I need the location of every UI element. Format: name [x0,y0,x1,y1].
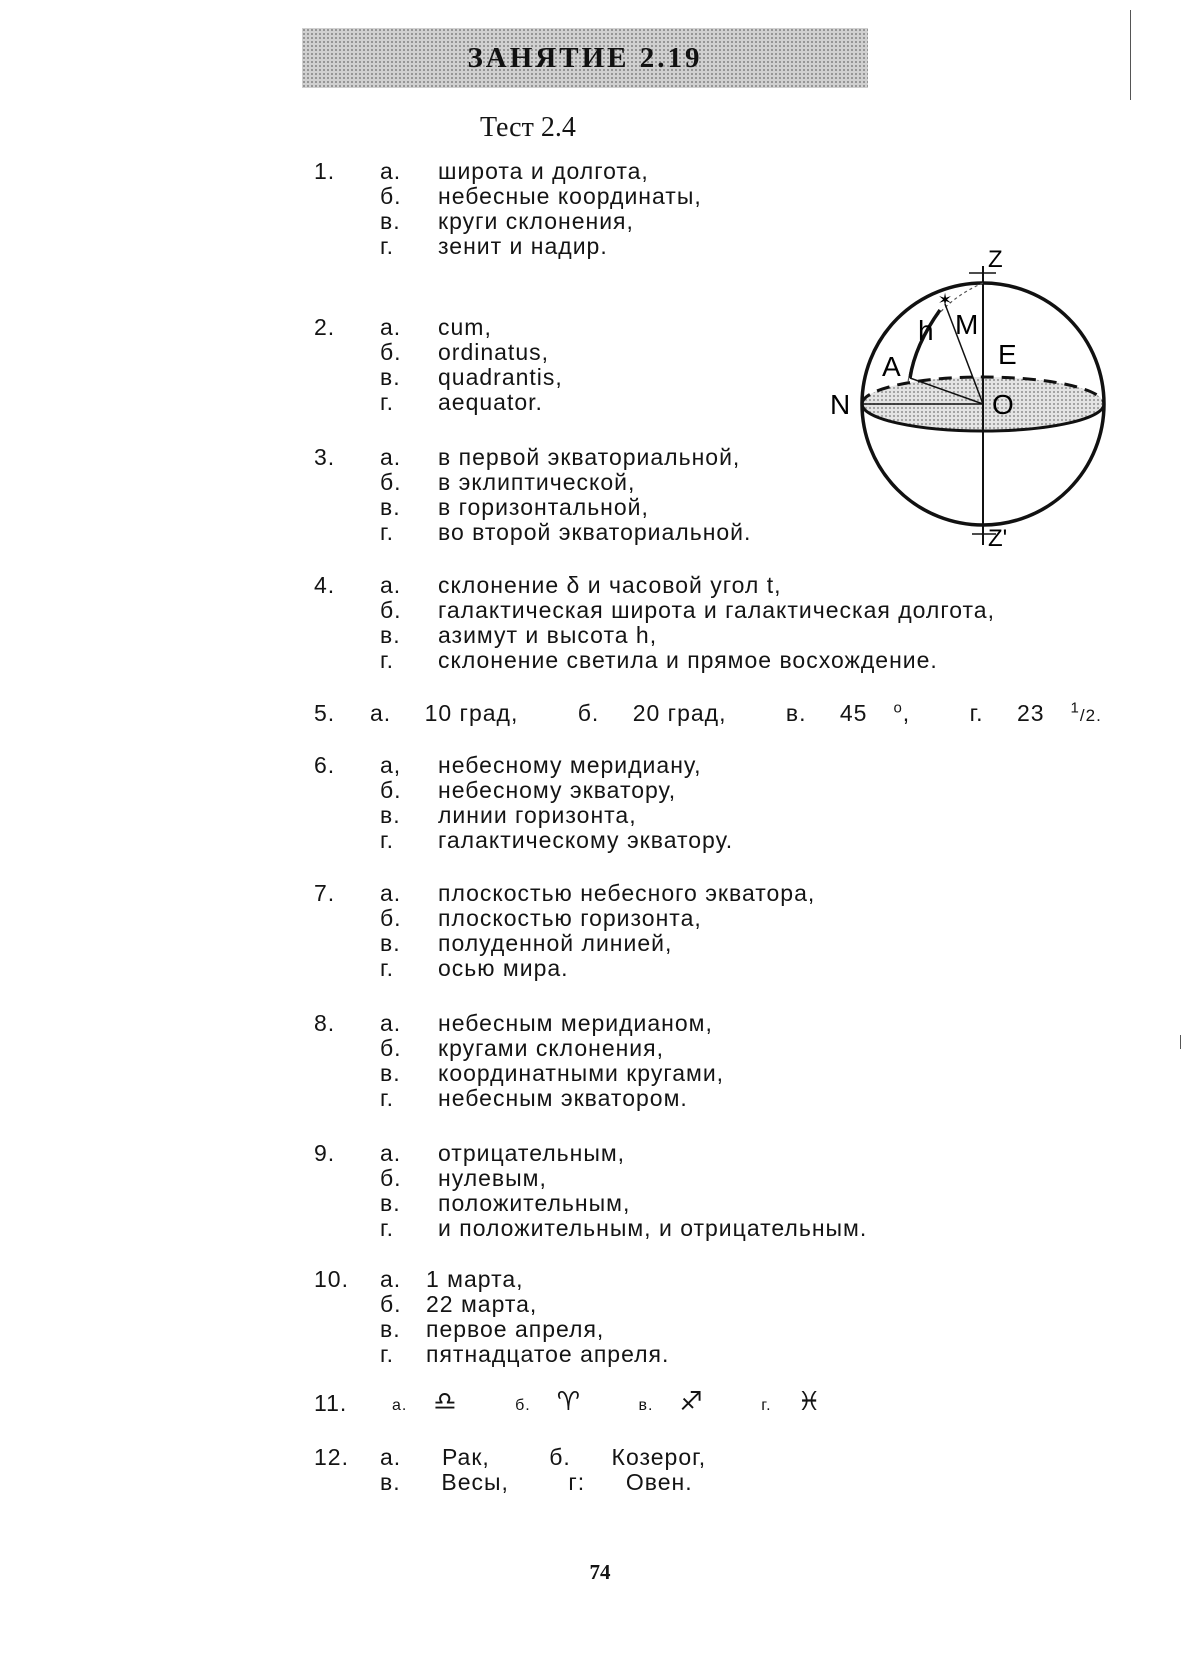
answer-option: а. 10 град, [370,700,519,726]
answer-option: г. и положительным, и отрицательным. [380,1215,868,1241]
answer-option: г. пятнадцатое апреля. [380,1341,670,1367]
label-e: E [998,339,1017,370]
answer-option: б. плоскостью горизонта, [380,905,702,931]
page-number: 74 [589,1560,611,1584]
question-number: 8. [314,1010,336,1036]
answer-option: а, небесному меридиану, [380,752,702,778]
answer-line [380,1469,745,1496]
celestial-sphere-diagram [820,250,1110,550]
label-m: M [955,309,979,340]
question-number: 7. [314,880,336,906]
answer-option: в. положительным, [380,1190,631,1216]
question-number: 2. [314,314,336,340]
answer-option: б. кругами склонения, [380,1035,664,1061]
pisces-icon: ♓ [797,1386,822,1416]
label-o: O [992,389,1014,420]
sagittarius-icon: ♐ [679,1386,704,1416]
lesson-banner [302,28,868,88]
question-number: 5. [314,700,336,726]
answer-option: г. зенит и надир. [380,233,608,259]
question-number: 10. [314,1266,349,1292]
aries-icon: ♈ [556,1386,582,1416]
answer-option: а. ♎ [392,1386,458,1416]
question-number: 11. [314,1390,348,1416]
answer-line [380,1444,758,1471]
label-a: A [882,351,901,382]
answer-option: а. Рак, [380,1444,490,1470]
label-h: h [918,315,934,346]
scan-artifact [1180,1035,1181,1049]
answer-option: а. склонение δ и часовой угол t, [380,572,782,598]
answer-option: г. aequator. [380,389,543,415]
scan-artifact [1130,10,1131,100]
answer-option: б. Козерог, [549,1444,707,1470]
answer-option: в. ♐ [638,1386,704,1416]
answer-option: в. quadrantis, [380,364,563,390]
answer-option: в. 45 $^o$, [785,699,911,726]
answer-option: г. небесным экватором. [380,1085,688,1111]
lesson-title: ЗАНЯТИЕ 2.19 [467,41,703,74]
question-number: 3. [314,444,336,470]
answer-option: в. линии горизонта, [380,802,637,828]
test-title: Тест 2.4 [480,112,576,143]
answer-option: в. в горизонтальной, [380,494,649,520]
answer-option: б. ordinatus, [380,339,550,365]
answer-option: б. галактическая широта и галактическая долгота, [380,597,995,623]
answer-option: б. 20 град, [577,700,727,726]
answer-option: а. 1 марта, [380,1266,524,1292]
answer-option: г. во второй экваториальной. [380,519,752,545]
answer-option: в. азимут и высота h, [380,622,658,648]
libra-icon: ♎ [433,1386,458,1416]
answer-option: а. отрицательным, [380,1140,626,1166]
answer-line [392,1386,874,1417]
answer-option: г. склонение светила и прямое восхождение. [380,647,938,673]
answer-option: г. галактическому экватору. [380,827,734,853]
answer-option: а. широта и долгота, [380,158,649,184]
answer-option: а. cum, [380,314,492,340]
question-number: 4. [314,572,336,598]
answer-option: а. в первой экваториальной, [380,444,741,470]
answer-option: г. осью мира. [380,955,569,981]
answer-option: в. координатными кругами, [380,1060,725,1086]
question-number: 12. [314,1444,349,1470]
answer-option: б. небесные координаты, [380,183,702,209]
answer-option: б. ♈ [515,1386,582,1416]
answer-option: в. полуденной линией, [380,930,673,956]
question-number: 1. [314,158,336,184]
answer-option: г: Овен. [568,1469,693,1495]
answer-option: б. 22 марта, [380,1291,538,1317]
answer-option: г. ♓ [761,1386,822,1416]
label-z-prime: Z' [988,525,1008,550]
answer-line [370,700,1154,727]
answer-option: б. нулевым, [380,1165,547,1191]
star-icon: ✶ [937,290,953,310]
answer-option: в. первое апреля, [380,1316,605,1342]
question-number: 6. [314,752,336,778]
label-z: Z [988,250,1003,273]
answer-option: в. Весы, [380,1469,509,1495]
answer-option: б. небесному экватору, [380,777,677,803]
answer-option: в. круги склонения, [380,208,634,234]
answer-option: г. 23 $^1$/2. [969,699,1102,726]
answer-option: б. в эклиптической, [380,469,636,495]
answer-option: а. небесным меридианом, [380,1010,713,1036]
answer-option: а. плоскостью небесного экватора, [380,880,816,906]
label-n: N [830,389,851,420]
question-number: 9. [314,1140,336,1166]
